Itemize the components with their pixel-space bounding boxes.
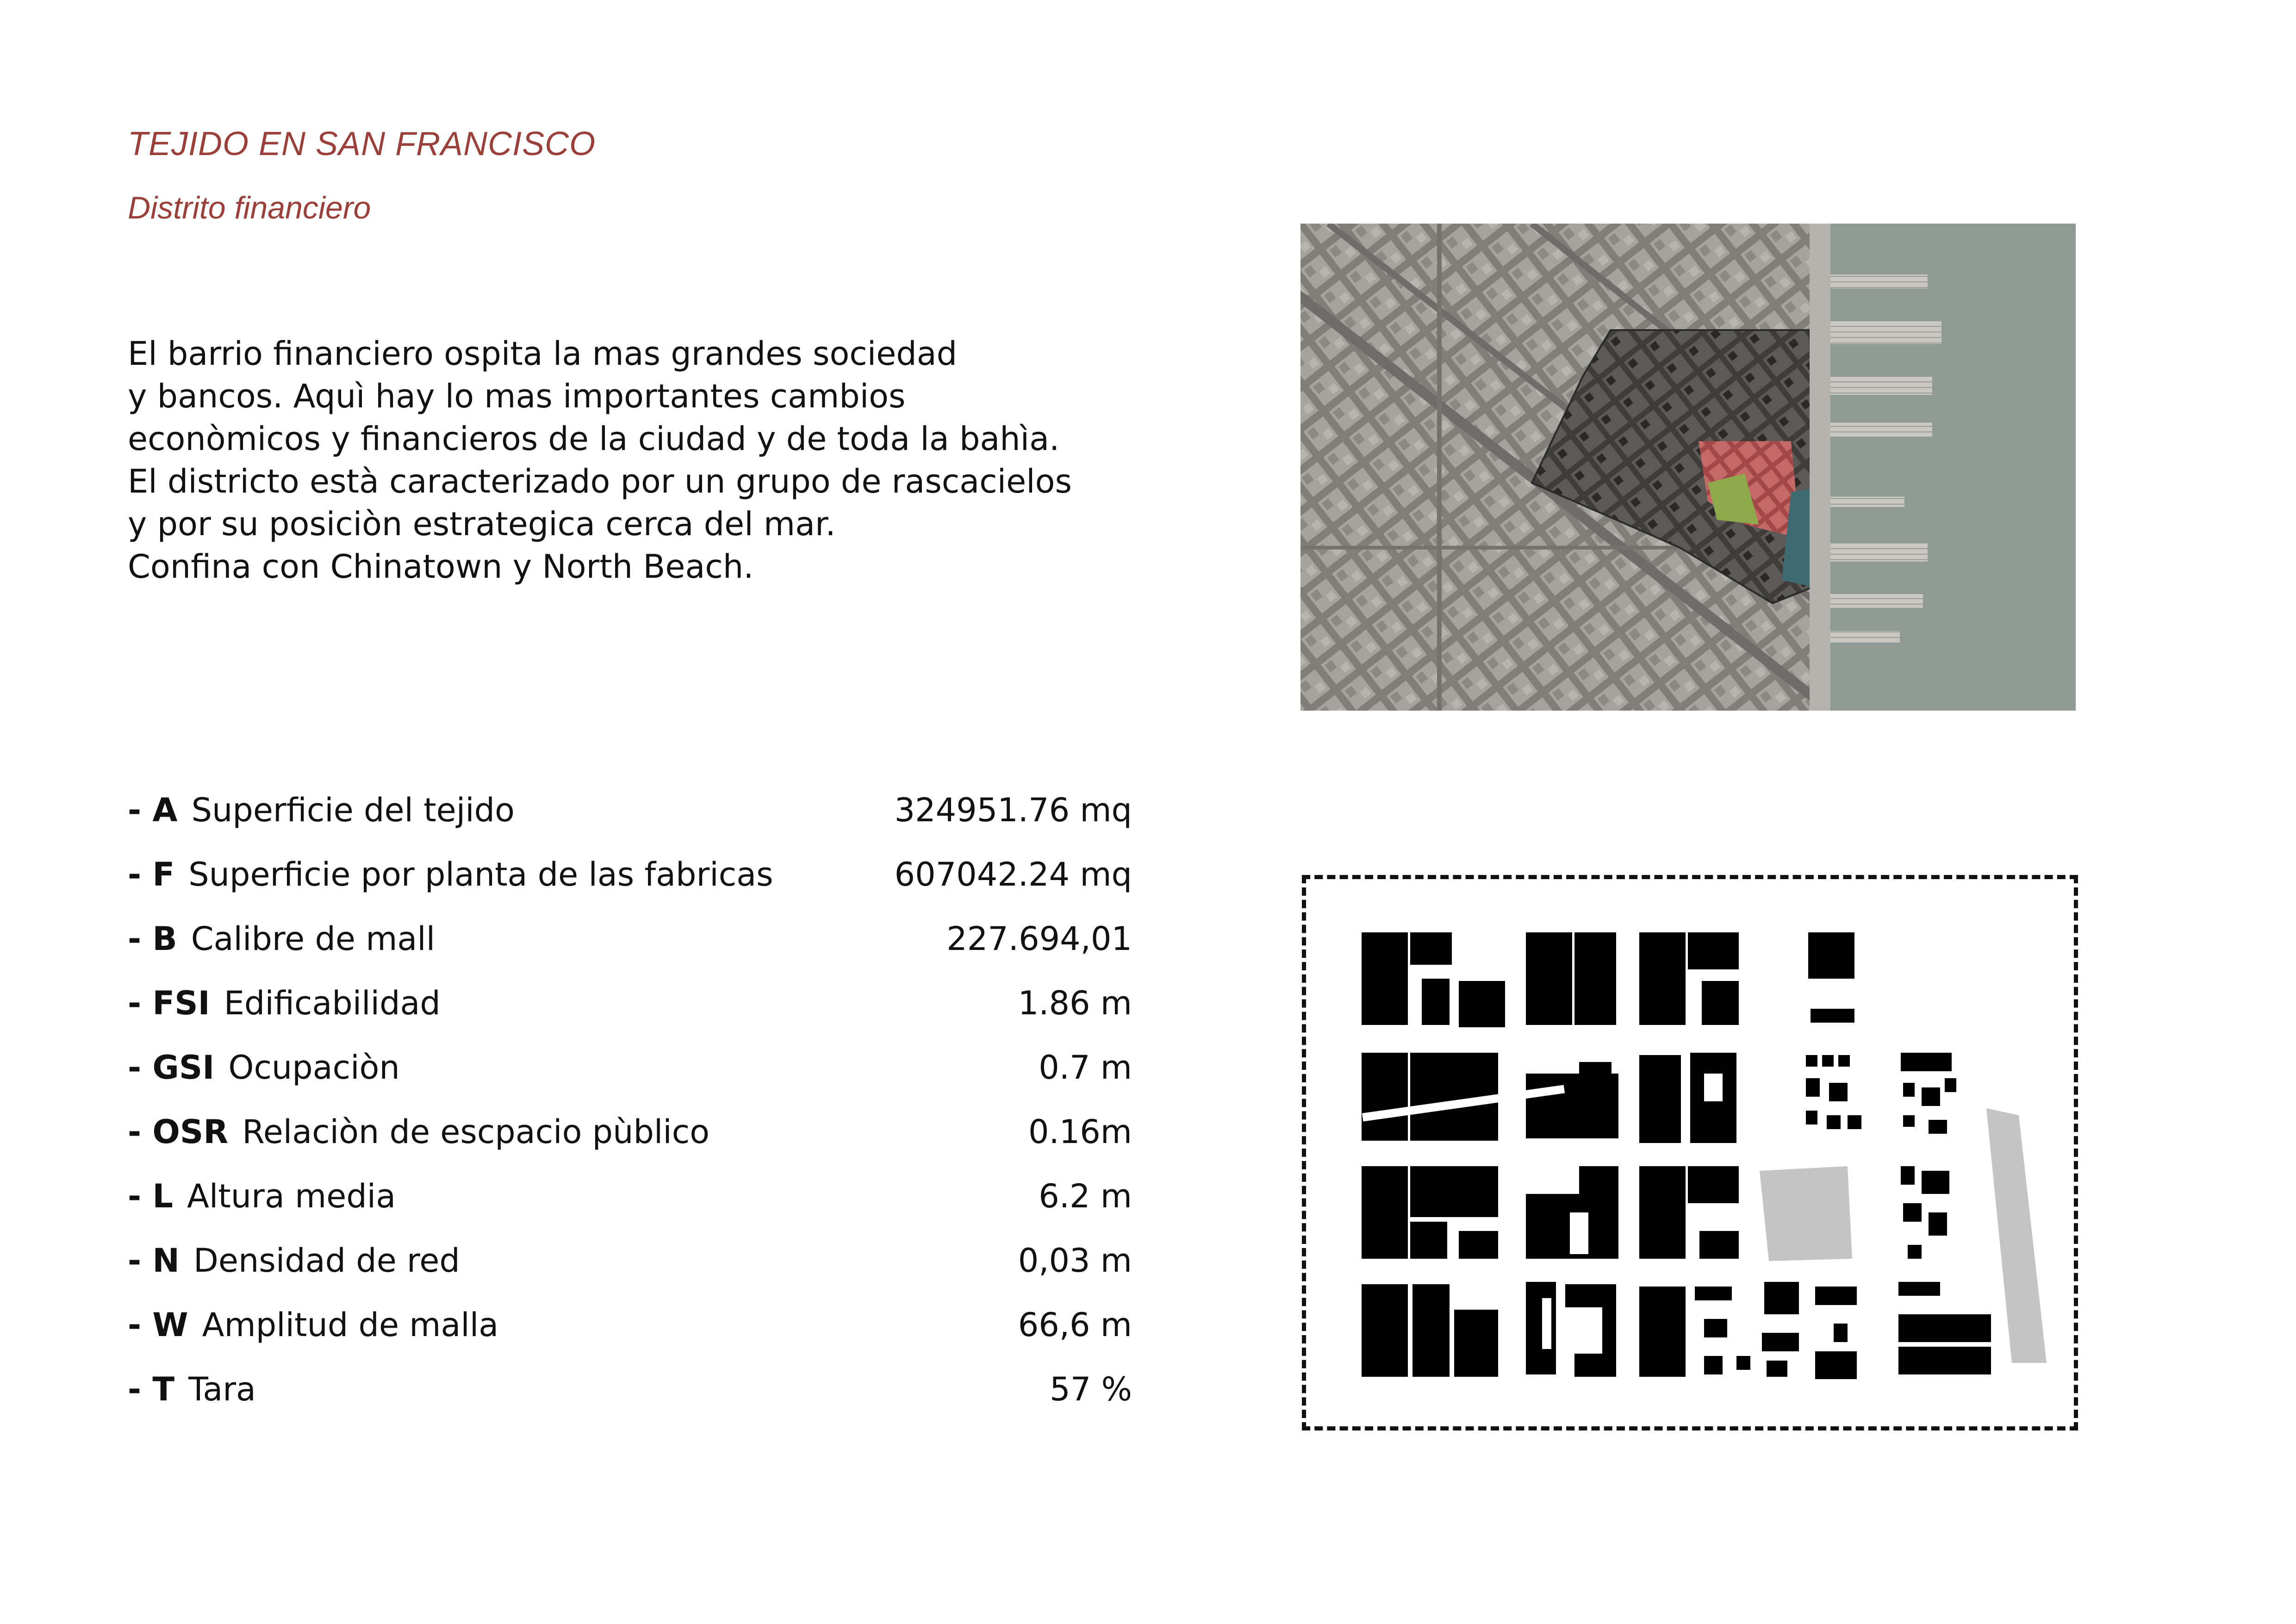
metric-row-b <box>128 916 1132 980</box>
metric-row-gsi <box>128 1044 1132 1109</box>
metric-label: Edificabilidad <box>224 984 441 1022</box>
metric-code: - N <box>128 1242 180 1280</box>
metric-value: 6.2 m <box>1039 1177 1132 1215</box>
page-title: TEJIDO EN SAN FRANCISCO <box>128 125 596 162</box>
figure-ground-plan <box>1302 875 2078 1430</box>
metric-value: 0.16m <box>1028 1113 1132 1151</box>
metric-code: - L <box>128 1177 174 1215</box>
metric-code: - B <box>128 920 177 958</box>
metric-row-w <box>128 1302 1132 1366</box>
metric-label: Densidad de red <box>193 1242 460 1280</box>
metric-label: Altura media <box>187 1177 396 1215</box>
metric-code: - T <box>128 1370 175 1408</box>
metric-code: - OSR <box>128 1113 229 1151</box>
intro-line: y bancos. Aquì hay lo mas importantes cambios <box>128 377 906 415</box>
metric-row-f <box>128 851 1132 916</box>
metric-label: Superficie por planta de las fabricas <box>188 856 773 893</box>
page-subtitle: Distrito financiero <box>128 190 371 225</box>
intro-line: El barrio financiero ospita la mas grandes sociedad <box>128 335 958 373</box>
metric-code: - GSI <box>128 1049 215 1087</box>
metric-label: Relaciòn de escpacio pùblico <box>242 1113 710 1151</box>
metric-label: Amplitud de malla <box>202 1306 499 1344</box>
intro-line: y por su posiciòn estrategica cerca del mar. <box>128 505 836 543</box>
metric-code: - FSI <box>128 984 210 1022</box>
metric-value: 57 % <box>1050 1370 1132 1408</box>
metric-value: 227.694,01 <box>946 920 1132 958</box>
intro-line: Confina con Chinatown y North Beach. <box>128 548 754 586</box>
aerial-map-image <box>1300 224 2076 711</box>
metric-row-a <box>128 787 1132 851</box>
intro-paragraph <box>128 332 1192 588</box>
metric-value: 1.86 m <box>1018 984 1132 1022</box>
metric-value: 66,6 m <box>1018 1306 1132 1344</box>
metric-row-t <box>128 1366 1132 1430</box>
metric-row-n <box>128 1237 1132 1302</box>
intro-line: El districto està caracterizado por un grupo de rascacielos <box>128 462 1072 500</box>
metric-label: Ocupaciòn <box>228 1049 400 1087</box>
metric-label: Tara <box>188 1370 256 1408</box>
metric-code: - A <box>128 791 178 829</box>
metric-code: - W <box>128 1306 188 1344</box>
metric-row-osr <box>128 1109 1132 1173</box>
metric-label: Calibre de mall <box>191 920 436 958</box>
metric-label: Superficie del tejido <box>191 791 515 829</box>
metric-value: 324951.76 mq <box>894 791 1132 829</box>
building-footprints <box>1362 932 1991 1379</box>
aerial-map-drawing <box>1300 224 2076 711</box>
metric-value: 0,03 m <box>1018 1242 1132 1280</box>
metric-row-fsi <box>128 980 1132 1044</box>
plan-drawing <box>1306 879 2074 1426</box>
metric-row-l <box>128 1173 1132 1237</box>
metric-code: - F <box>128 856 175 893</box>
metric-value: 0.7 m <box>1039 1049 1132 1087</box>
metric-value: 607042.24 mq <box>894 856 1132 893</box>
intro-line: econòmicos y financieros de la ciudad y de toda la bahìa. <box>128 420 1060 458</box>
metrics-list <box>128 787 1132 1430</box>
